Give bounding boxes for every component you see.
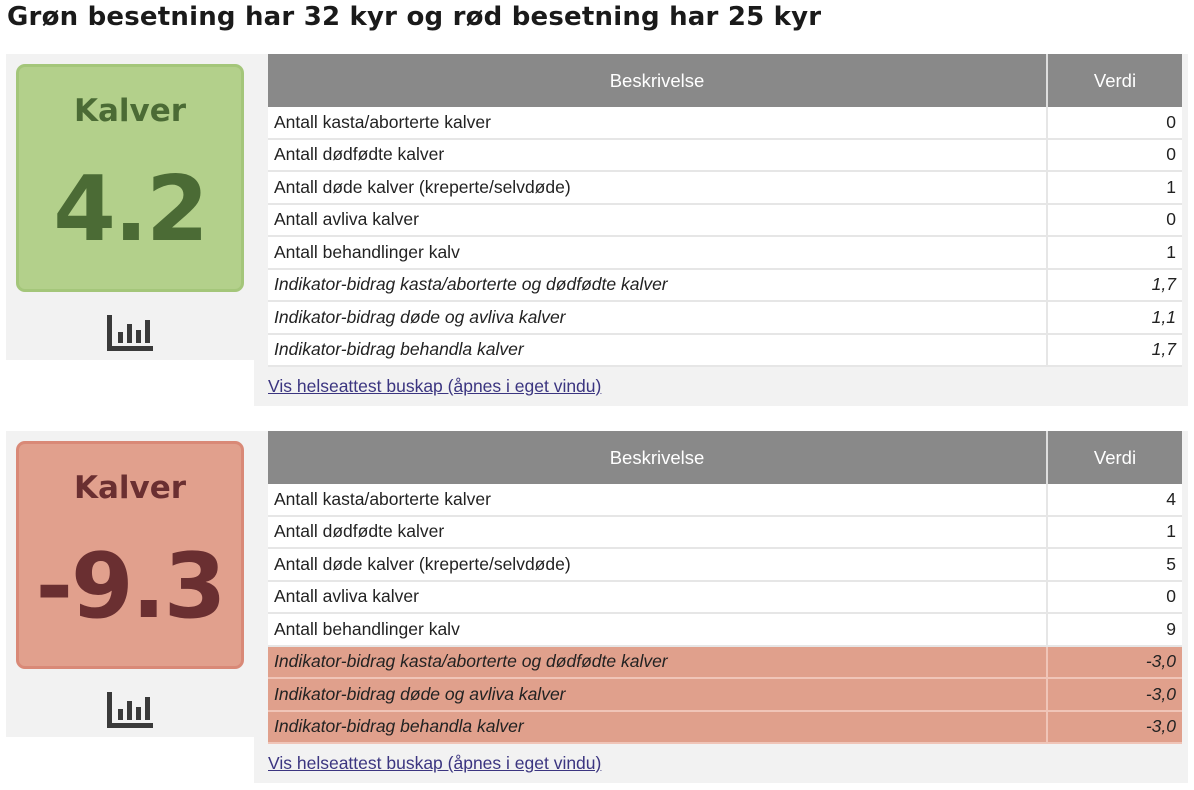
indicator-table bbox=[268, 431, 1182, 744]
row-label: Indikator-bidrag behandla kalver bbox=[268, 711, 1047, 744]
table-row bbox=[268, 548, 1182, 581]
row-label: Antall behandlinger kalv bbox=[268, 613, 1047, 646]
table-row bbox=[268, 139, 1182, 172]
score-card-title: Kalver bbox=[73, 470, 187, 506]
column-header-value: Verdi bbox=[1047, 54, 1182, 107]
row-label: Antall kasta/aborterte kalver bbox=[268, 107, 1047, 139]
table-row bbox=[268, 581, 1182, 614]
row-value: 1 bbox=[1047, 171, 1182, 204]
row-value: 9 bbox=[1047, 613, 1182, 646]
indicator-row bbox=[268, 301, 1182, 334]
indicator-row bbox=[268, 269, 1182, 302]
page-title: Grøn besetning har 32 kyr og rød besetning har 25 kyr bbox=[7, 2, 822, 32]
health-certificate-link[interactable]: Vis helseattest buskap (åpnes i eget vindu) bbox=[268, 376, 602, 396]
column-header-description: Beskrivelse bbox=[268, 54, 1047, 107]
row-label: Antall døde kalver (kreperte/selvdøde) bbox=[268, 171, 1047, 204]
row-label: Indikator-bidrag kasta/aborterte og dødfødte kalver bbox=[268, 646, 1047, 679]
health-certificate-link[interactable]: Vis helseattest buskap (åpnes i eget vindu) bbox=[268, 753, 602, 773]
row-value: 1,7 bbox=[1047, 334, 1182, 367]
row-value: 0 bbox=[1047, 107, 1182, 139]
score-panel bbox=[6, 431, 254, 737]
details-panel bbox=[254, 431, 1188, 783]
table-row bbox=[268, 204, 1182, 237]
row-label: Antall kasta/aborterte kalver bbox=[268, 484, 1047, 516]
details-panel bbox=[254, 54, 1188, 406]
indicator-row bbox=[268, 711, 1182, 744]
score-card-value: -9.3 bbox=[35, 534, 225, 639]
score-card-title: Kalver bbox=[73, 93, 187, 129]
row-value: -3,0 bbox=[1047, 678, 1182, 711]
score-card bbox=[16, 441, 244, 669]
row-value: 1,7 bbox=[1047, 269, 1182, 302]
table-header-row bbox=[268, 54, 1182, 107]
row-value: 0 bbox=[1047, 581, 1182, 614]
bar-chart-icon[interactable] bbox=[106, 691, 154, 729]
indicator-row bbox=[268, 334, 1182, 367]
row-value: 1 bbox=[1047, 236, 1182, 269]
table-row bbox=[268, 171, 1182, 204]
bar-chart-icon[interactable] bbox=[106, 314, 154, 352]
table-row bbox=[268, 107, 1182, 139]
indicator-row bbox=[268, 678, 1182, 711]
table-row bbox=[268, 236, 1182, 269]
row-value: 1,1 bbox=[1047, 301, 1182, 334]
column-header-description: Beskrivelse bbox=[268, 431, 1047, 484]
row-label: Antall avliva kalver bbox=[268, 581, 1047, 614]
indicator-table bbox=[268, 54, 1182, 367]
row-label: Indikator-bidrag behandla kalver bbox=[268, 334, 1047, 367]
table-row bbox=[268, 516, 1182, 549]
table-header-row bbox=[268, 431, 1182, 484]
row-label: Antall dødfødte kalver bbox=[268, 516, 1047, 549]
row-label: Antall dødfødte kalver bbox=[268, 139, 1047, 172]
row-label: Antall døde kalver (kreperte/selvdøde) bbox=[268, 548, 1047, 581]
row-value: -3,0 bbox=[1047, 711, 1182, 744]
score-panel bbox=[6, 54, 254, 360]
indicator-row bbox=[268, 646, 1182, 679]
row-label: Indikator-bidrag døde og avliva kalver bbox=[268, 678, 1047, 711]
row-value: 4 bbox=[1047, 484, 1182, 516]
score-card-value: 4.2 bbox=[53, 157, 207, 262]
row-label: Indikator-bidrag døde og avliva kalver bbox=[268, 301, 1047, 334]
row-value: -3,0 bbox=[1047, 646, 1182, 679]
table-row bbox=[268, 484, 1182, 516]
row-value: 0 bbox=[1047, 139, 1182, 172]
row-value: 5 bbox=[1047, 548, 1182, 581]
row-label: Antall avliva kalver bbox=[268, 204, 1047, 237]
row-value: 0 bbox=[1047, 204, 1182, 237]
score-card bbox=[16, 64, 244, 292]
row-value: 1 bbox=[1047, 516, 1182, 549]
column-header-value: Verdi bbox=[1047, 431, 1182, 484]
table-row bbox=[268, 613, 1182, 646]
row-label: Antall behandlinger kalv bbox=[268, 236, 1047, 269]
row-label: Indikator-bidrag kasta/aborterte og dødfødte kalver bbox=[268, 269, 1047, 302]
